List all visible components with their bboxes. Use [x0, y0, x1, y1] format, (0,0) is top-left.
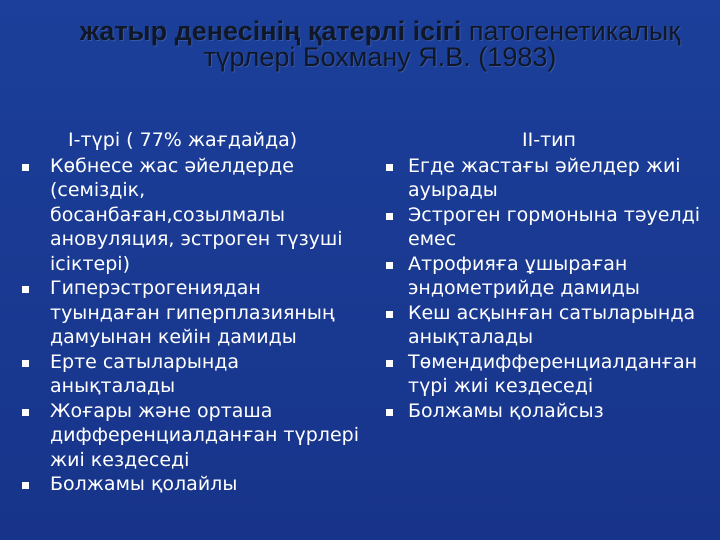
square-bullet-icon: [22, 286, 29, 293]
list-item-text: Көбнесе жас әйелдерде (семіздік, босанбаған,созылмалы ановуляция, эстроген түзуші ісіктері): [50, 154, 343, 275]
list-item: [20, 276, 370, 350]
list-item: [20, 154, 370, 277]
list-item: [384, 154, 714, 203]
list-item: [20, 350, 370, 399]
square-bullet-icon: [386, 311, 393, 318]
list-item-text: Жоғары және орташа дифференциалданған түрлері жиі кездеседі: [50, 399, 359, 471]
list-item-text: Эстроген гормонына тәуелді емес: [408, 203, 701, 250]
square-bullet-icon: [386, 360, 393, 367]
list-item: [384, 350, 714, 399]
title-line-2: түрлері Бохману Я.В. (1983): [203, 42, 557, 72]
list-item: [20, 399, 370, 473]
list-item-text: Болжамы қолайсыз: [408, 399, 604, 422]
square-bullet-icon: [22, 409, 29, 416]
list-item: [20, 472, 370, 497]
type-1-column: [20, 128, 370, 497]
square-bullet-icon: [386, 213, 393, 220]
list-item-text: Кеш асқынған сатыларында анықталады: [408, 301, 696, 348]
type-2-heading: ІІ-тип: [522, 129, 576, 151]
type-1-heading: І-түрі ( 77% жағдайда): [68, 129, 298, 151]
square-bullet-icon: [386, 262, 393, 269]
list-item-text: Гиперэстрогениядан туындаған гиперплазияның дамуынан кейін дамиды: [50, 277, 335, 348]
list-item: [384, 252, 714, 301]
list-item-text: Болжамы қолайлы: [50, 473, 238, 495]
title-line-1: [40, 18, 720, 44]
list-item-text: Атрофияға ұшыраған эндометрийде дамиды: [408, 252, 640, 299]
square-bullet-icon: [386, 409, 393, 416]
title-bold-part: жатыр денесінің қатерлі ісігі: [79, 16, 462, 46]
type-2-column: [384, 128, 714, 423]
square-bullet-icon: [22, 482, 29, 489]
list-item: [384, 399, 714, 424]
list-item: [384, 203, 714, 252]
list-item: [384, 301, 714, 350]
list-item-text: Егде жастағы әйелдер жиі ауырады: [408, 154, 681, 201]
slide-title: [40, 18, 720, 70]
list-item-text: Төмендифференциалданған түрі жиі кездеседі: [408, 350, 698, 397]
list-item-text: Ерте сатыларында анықталады: [50, 350, 240, 397]
square-bullet-icon: [386, 164, 393, 171]
square-bullet-icon: [22, 164, 29, 171]
title-regular-part: патогенетикалық: [461, 16, 681, 46]
square-bullet-icon: [22, 360, 29, 367]
